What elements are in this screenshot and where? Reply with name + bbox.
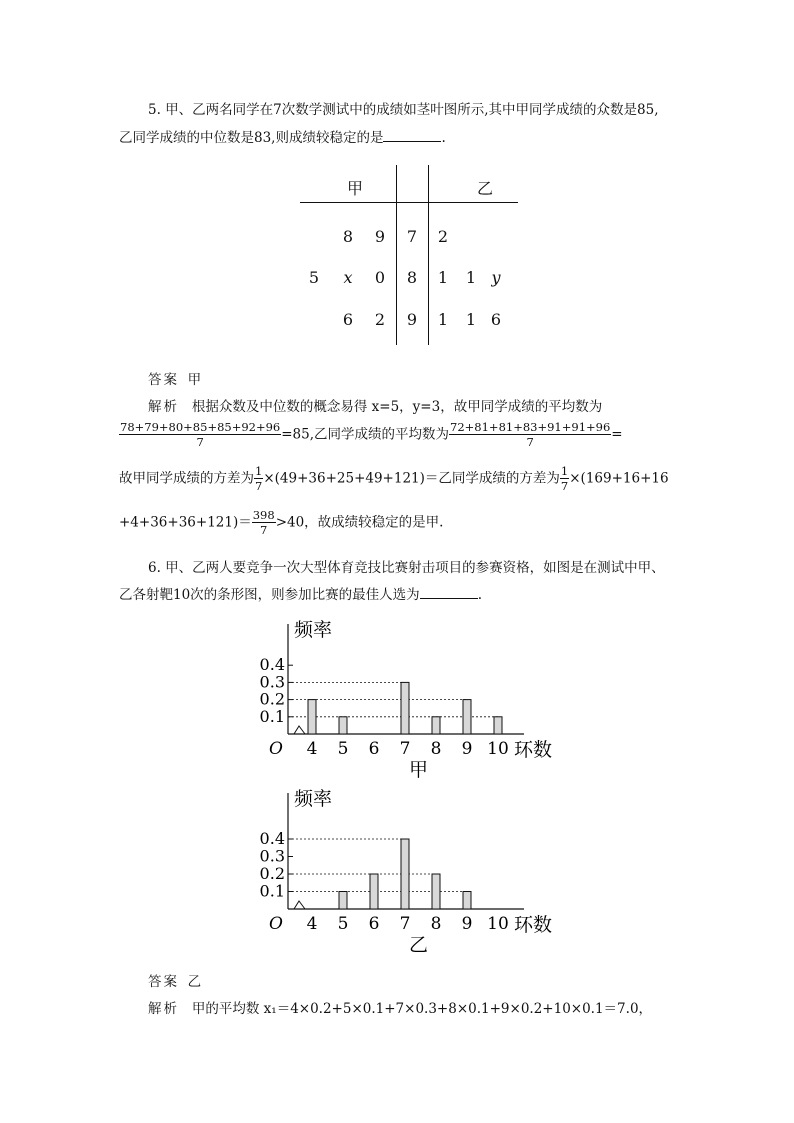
y-tick-label: 0.1 [259,706,285,726]
analysis-text: +4+36+36+121)＝ [119,514,252,531]
x-tick-label: 6 [368,914,380,934]
fraction-numerator: 1 [255,464,263,478]
q6-text-line1: 6. 甲、乙两人要竞争一次大型体育竞技比赛射击项目的参赛资格，如图是在测试中甲、 [148,560,665,576]
bar [432,874,440,909]
x-tick-label: 8 [430,739,442,759]
y-axis-label: 频率 [294,788,333,810]
q5-analysis-line4 [119,508,443,538]
analysis-text: 甲的平均数 x₁＝4×0.2+5×0.1+7×0.3+8×0.1+9×0.2+10×0.1＝7.0， [191,1001,653,1017]
x-tick-label: 10 [487,914,509,934]
variance-result-fraction [252,508,276,538]
q5-text-line2-body: 乙同学成绩的中位数是83,则成绩较稳定的是 [119,130,384,146]
leaf-right: 1 [465,310,477,329]
q5-text-line2 [119,126,446,146]
leaf-right: 1 [437,310,449,329]
analysis-text: ×(169+16+16 [569,470,669,487]
y-tick-label: 0.4 [259,655,285,675]
y-axis-label: 频率 [294,619,333,641]
q5-analysis-line1 [148,395,602,415]
leaf-right: y [491,268,501,287]
variance-fraction-yi [560,464,569,494]
x-tick-label: 9 [461,739,473,759]
q5-answer [148,368,201,388]
y-tick-label: 0.3 [259,672,285,692]
stem-leaf-header-divider [300,202,518,203]
bar [401,839,409,909]
answer-value: 乙 [187,974,202,990]
answer-label: 答案 [148,372,179,388]
q6-text-line2 [119,583,482,603]
leaf-left: x [343,268,353,287]
analysis-text: 根据众数及中位数的概念易得 x=5，y=3，故甲同学成绩的平均数为 [191,399,603,415]
stem: 9 [406,310,418,329]
q6-analysis [148,997,652,1017]
bar [370,874,378,909]
q5-analysis-line3 [119,464,669,494]
origin-label: O [269,739,283,759]
stem: 7 [406,227,418,246]
analysis-text: =85,乙同学成绩的平均数为 [281,426,450,443]
leaf-left: 8 [342,227,354,246]
leaf-left: 2 [374,310,386,329]
stem-leaf-right-divider [428,165,429,345]
x-tick-label: 6 [368,739,380,759]
chart-title: 甲 [408,759,429,781]
fraction-denominator: 7 [196,435,204,450]
origin-label: O [269,914,283,934]
y-tick-label: 0.2 [259,864,285,883]
bar [494,717,502,734]
variance-fraction-jia [254,464,263,494]
q6-text-line2-body: 乙各射靶10次的条形图，则参加比赛的最佳人选为 [119,587,420,603]
answer-label: 答案 [148,974,179,990]
bar [339,892,347,910]
fraction-denominator: 7 [526,435,534,450]
analysis-text: >40，故成绩较稳定的是甲. [275,514,444,531]
fraction-denominator: 7 [560,479,569,494]
leaf-left: 6 [342,310,354,329]
stem-leaf-left-divider [396,165,397,345]
bar [463,892,471,910]
bar-chart-yi [255,785,565,955]
fraction-denominator: 7 [255,479,263,494]
x-tick-label: 4 [306,739,318,759]
mean-fraction-jia [119,420,281,450]
chart-title: 乙 [408,934,429,955]
stem-leaf-left-header: 甲 [346,179,363,198]
bar [308,700,316,734]
q5-answer-blank [383,129,441,142]
fraction-numerator: 1 [560,464,569,478]
x-tick-label: 4 [306,914,318,934]
x-tick-label: 5 [337,739,349,759]
q6-answer-blank [420,586,478,599]
leaf-left: 0 [374,268,386,287]
bar [339,717,347,734]
analysis-label: 解析 [148,399,179,415]
q5-line2-period: . [441,130,446,146]
stem-leaf-plot [290,160,530,355]
y-tick-label: 0.1 [259,881,285,901]
x-tick-label: 8 [430,914,442,934]
analysis-label: 解析 [148,1001,179,1017]
fraction-numerator: 398 [252,508,275,522]
bar [432,717,440,734]
y-tick-label: 0.4 [259,829,285,848]
q5-analysis-line2 [119,420,623,450]
bar [401,682,409,734]
analysis-text: ×(49+36+25+49+121)＝乙同学成绩的方差为 [263,470,560,487]
axis-break-mark [294,726,305,734]
fraction-numerator: 78+79+80+85+85+92+96 [120,420,281,434]
bar-chart-jia [255,610,565,785]
x-tick-label: 7 [399,914,411,934]
q6-line2-period: . [477,587,482,603]
analysis-text: = [611,426,623,443]
q6-answer [148,970,201,990]
leaf-left: 9 [374,227,386,246]
axis-break-mark [294,901,305,909]
leaf-right: 2 [437,227,449,246]
answer-value: 甲 [187,372,202,388]
x-axis-label: 环数 [514,739,553,761]
x-tick-label: 9 [461,914,473,934]
leaf-right: 1 [437,268,449,287]
q5-text-line1: 5. 甲、乙两名同学在7次数学测试中的成绩如茎叶图所示,其中甲同学成绩的众数是85, [148,102,659,118]
stem: 8 [406,268,418,287]
x-tick-label: 5 [337,914,349,934]
x-axis-label: 环数 [514,914,553,936]
leaf-left: 5 [308,268,320,287]
fraction-numerator: 72+81+81+83+91+91+96 [450,420,611,434]
x-tick-label: 10 [487,739,509,759]
stem-leaf-right-header: 乙 [476,179,493,198]
analysis-text: 故甲同学成绩的方差为 [119,470,254,487]
mean-fraction-yi [449,420,611,450]
leaf-right: 1 [465,268,477,287]
fraction-denominator: 7 [260,523,268,538]
leaf-right: 6 [490,310,502,329]
bar [463,700,471,734]
y-tick-label: 0.3 [259,846,285,866]
x-tick-label: 7 [399,739,411,759]
y-tick-label: 0.2 [259,689,285,709]
